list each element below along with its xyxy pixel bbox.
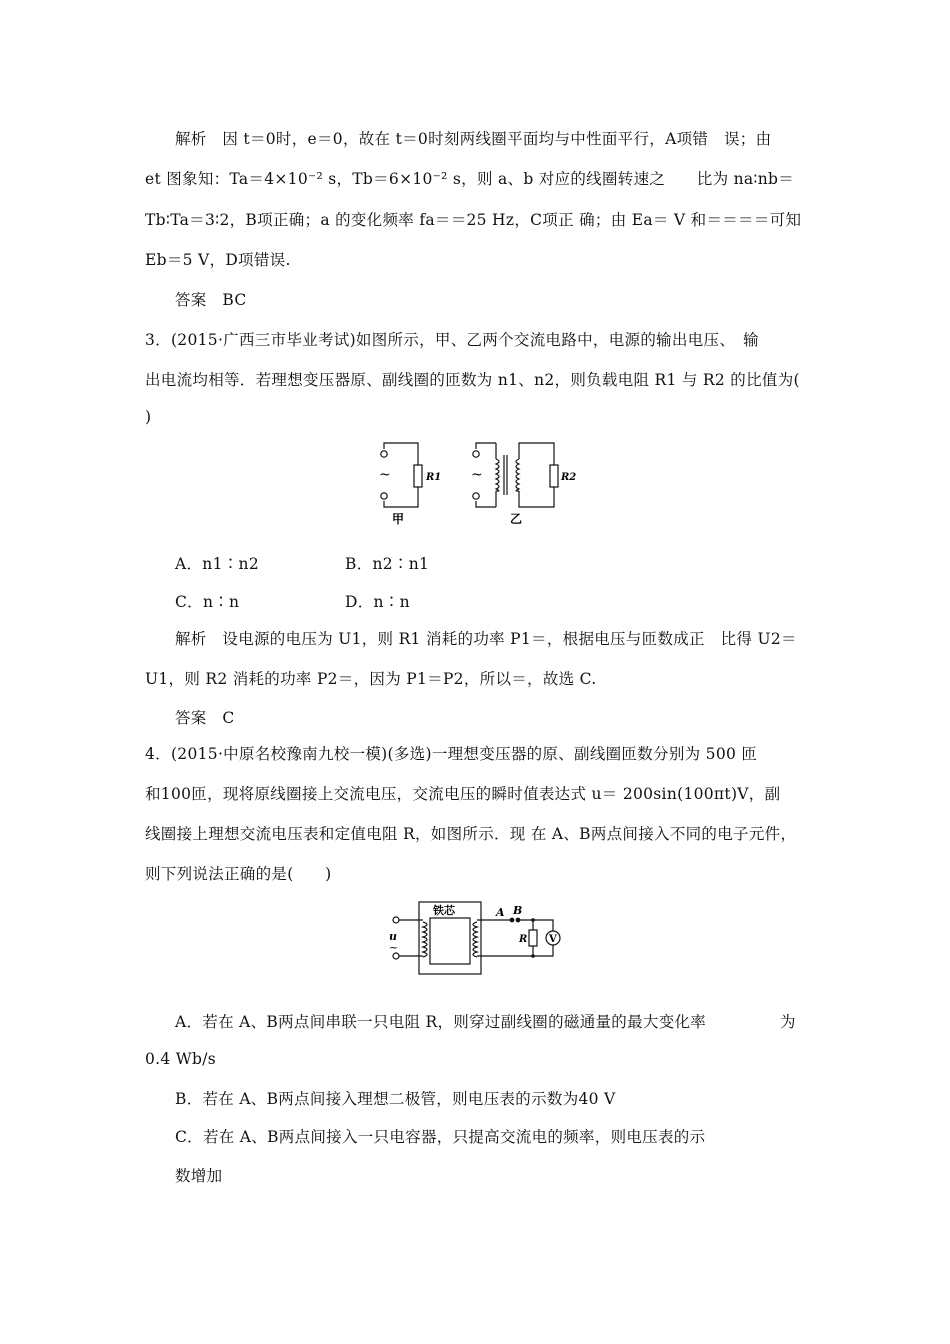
option-3d: D．n∶n bbox=[345, 593, 410, 611]
u-label: u bbox=[389, 930, 397, 943]
option-4c-line-2: 数增加 bbox=[175, 1167, 223, 1185]
option-3a: A．n1∶n2 bbox=[175, 555, 259, 573]
option-4b: B．若在 A、B两点间接入理想二极管，则电压表的示数为40 V bbox=[175, 1090, 616, 1108]
ac-symbol: ~ bbox=[389, 941, 399, 954]
question-4-line-3: 线圈接上理想交流电压表和定值电阻 R，如图所示．现 在 A、B两点间接入不同的电子元件， bbox=[145, 825, 797, 843]
question-4-line-2: 和100匝，现将原线圈接上交流电压，交流电压的瞬时值表达式 u＝ 200sin(100πt)V，副 bbox=[145, 785, 781, 803]
r2-label: R2 bbox=[561, 472, 577, 483]
question-4-line-4: 则下列说法正确的是( ) bbox=[145, 865, 332, 883]
yi-label: 乙 bbox=[510, 512, 523, 526]
solution-3-line-1: 解析 设电源的电压为 U1，则 R1 消耗的功率 P1＝，根据电压与匝数成正 比得 U2＝ bbox=[175, 630, 797, 648]
jia-label: 甲 bbox=[392, 512, 405, 526]
solution-2-line-1: 解析 因 t＝0时，e＝0，故在 t＝0时刻两线圈平面均与中性面平行，A项错 误；由 bbox=[175, 130, 772, 148]
figure-transformer-circuit bbox=[385, 898, 570, 978]
question-3-line-1: 3．(2015·广西三市毕业考试)如图所示，甲、乙两个交流电路中，电源的输出电压、 输 bbox=[145, 331, 759, 349]
point-b-label: B bbox=[513, 904, 523, 917]
solution-2-line-4: Eb＝5 V，D项错误. bbox=[145, 251, 291, 269]
ac-source-symbol-jia: ~ bbox=[379, 467, 391, 483]
option-3c: C．n∶n bbox=[175, 593, 240, 611]
answer-3: 答案 C bbox=[175, 709, 235, 727]
ac-source-symbol-yi: ~ bbox=[471, 467, 483, 483]
solution-3-line-2: U1，则 R2 消耗的功率 P2＝，因为 P1＝P2，所以＝，故选 C. bbox=[145, 670, 597, 688]
iron-core-label: 铁芯 bbox=[433, 904, 455, 917]
option-4a-line-1: A．若在 A、B两点间串联一只电阻 R，则穿过副线圈的磁通量的最大变化率 bbox=[175, 1013, 707, 1031]
voltmeter-label: V bbox=[549, 934, 557, 945]
resistor-r-label: R bbox=[519, 934, 528, 945]
question-3-line-2: 出电流均相等．若理想变压器原、副线圈的匝数为 n1、n2，则负载电阻 R1 与 R2 的比值为( bbox=[145, 371, 800, 389]
r1-label: R1 bbox=[426, 472, 442, 483]
option-3b: B．n2∶n1 bbox=[345, 555, 430, 573]
option-4a-line-2: 0.4 Wb/s bbox=[145, 1050, 217, 1068]
figure-circuits-jia-yi bbox=[370, 437, 580, 527]
solution-2-line-2: et 图象知：Ta＝4×10⁻² s，Tb＝6×10⁻² s，则 a、b 对应的线圈转速之 比为 na∶nb＝ bbox=[145, 170, 795, 188]
point-a-label: A bbox=[496, 906, 505, 919]
question-4-line-1: 4．(2015·中原名校豫南九校一模)(多选)一理想变压器的原、副线圈匝数分别为 500 匝 bbox=[145, 745, 758, 763]
solution-2-line-3: Tb∶Ta＝3∶2，B项正确；a 的变化频率 fa＝＝25 Hz，C项正 确；由 Ea＝ V 和＝＝＝＝可知 bbox=[145, 211, 802, 229]
option-4c-line-1: C．若在 A、B两点间接入一只电容器，只提高交流电的频率，则电压表的示 bbox=[175, 1128, 706, 1146]
answer-2: 答案 BC bbox=[175, 291, 247, 309]
question-3-line-3: ) bbox=[145, 408, 152, 426]
option-4a-line-1-end: 为 bbox=[780, 1013, 796, 1031]
